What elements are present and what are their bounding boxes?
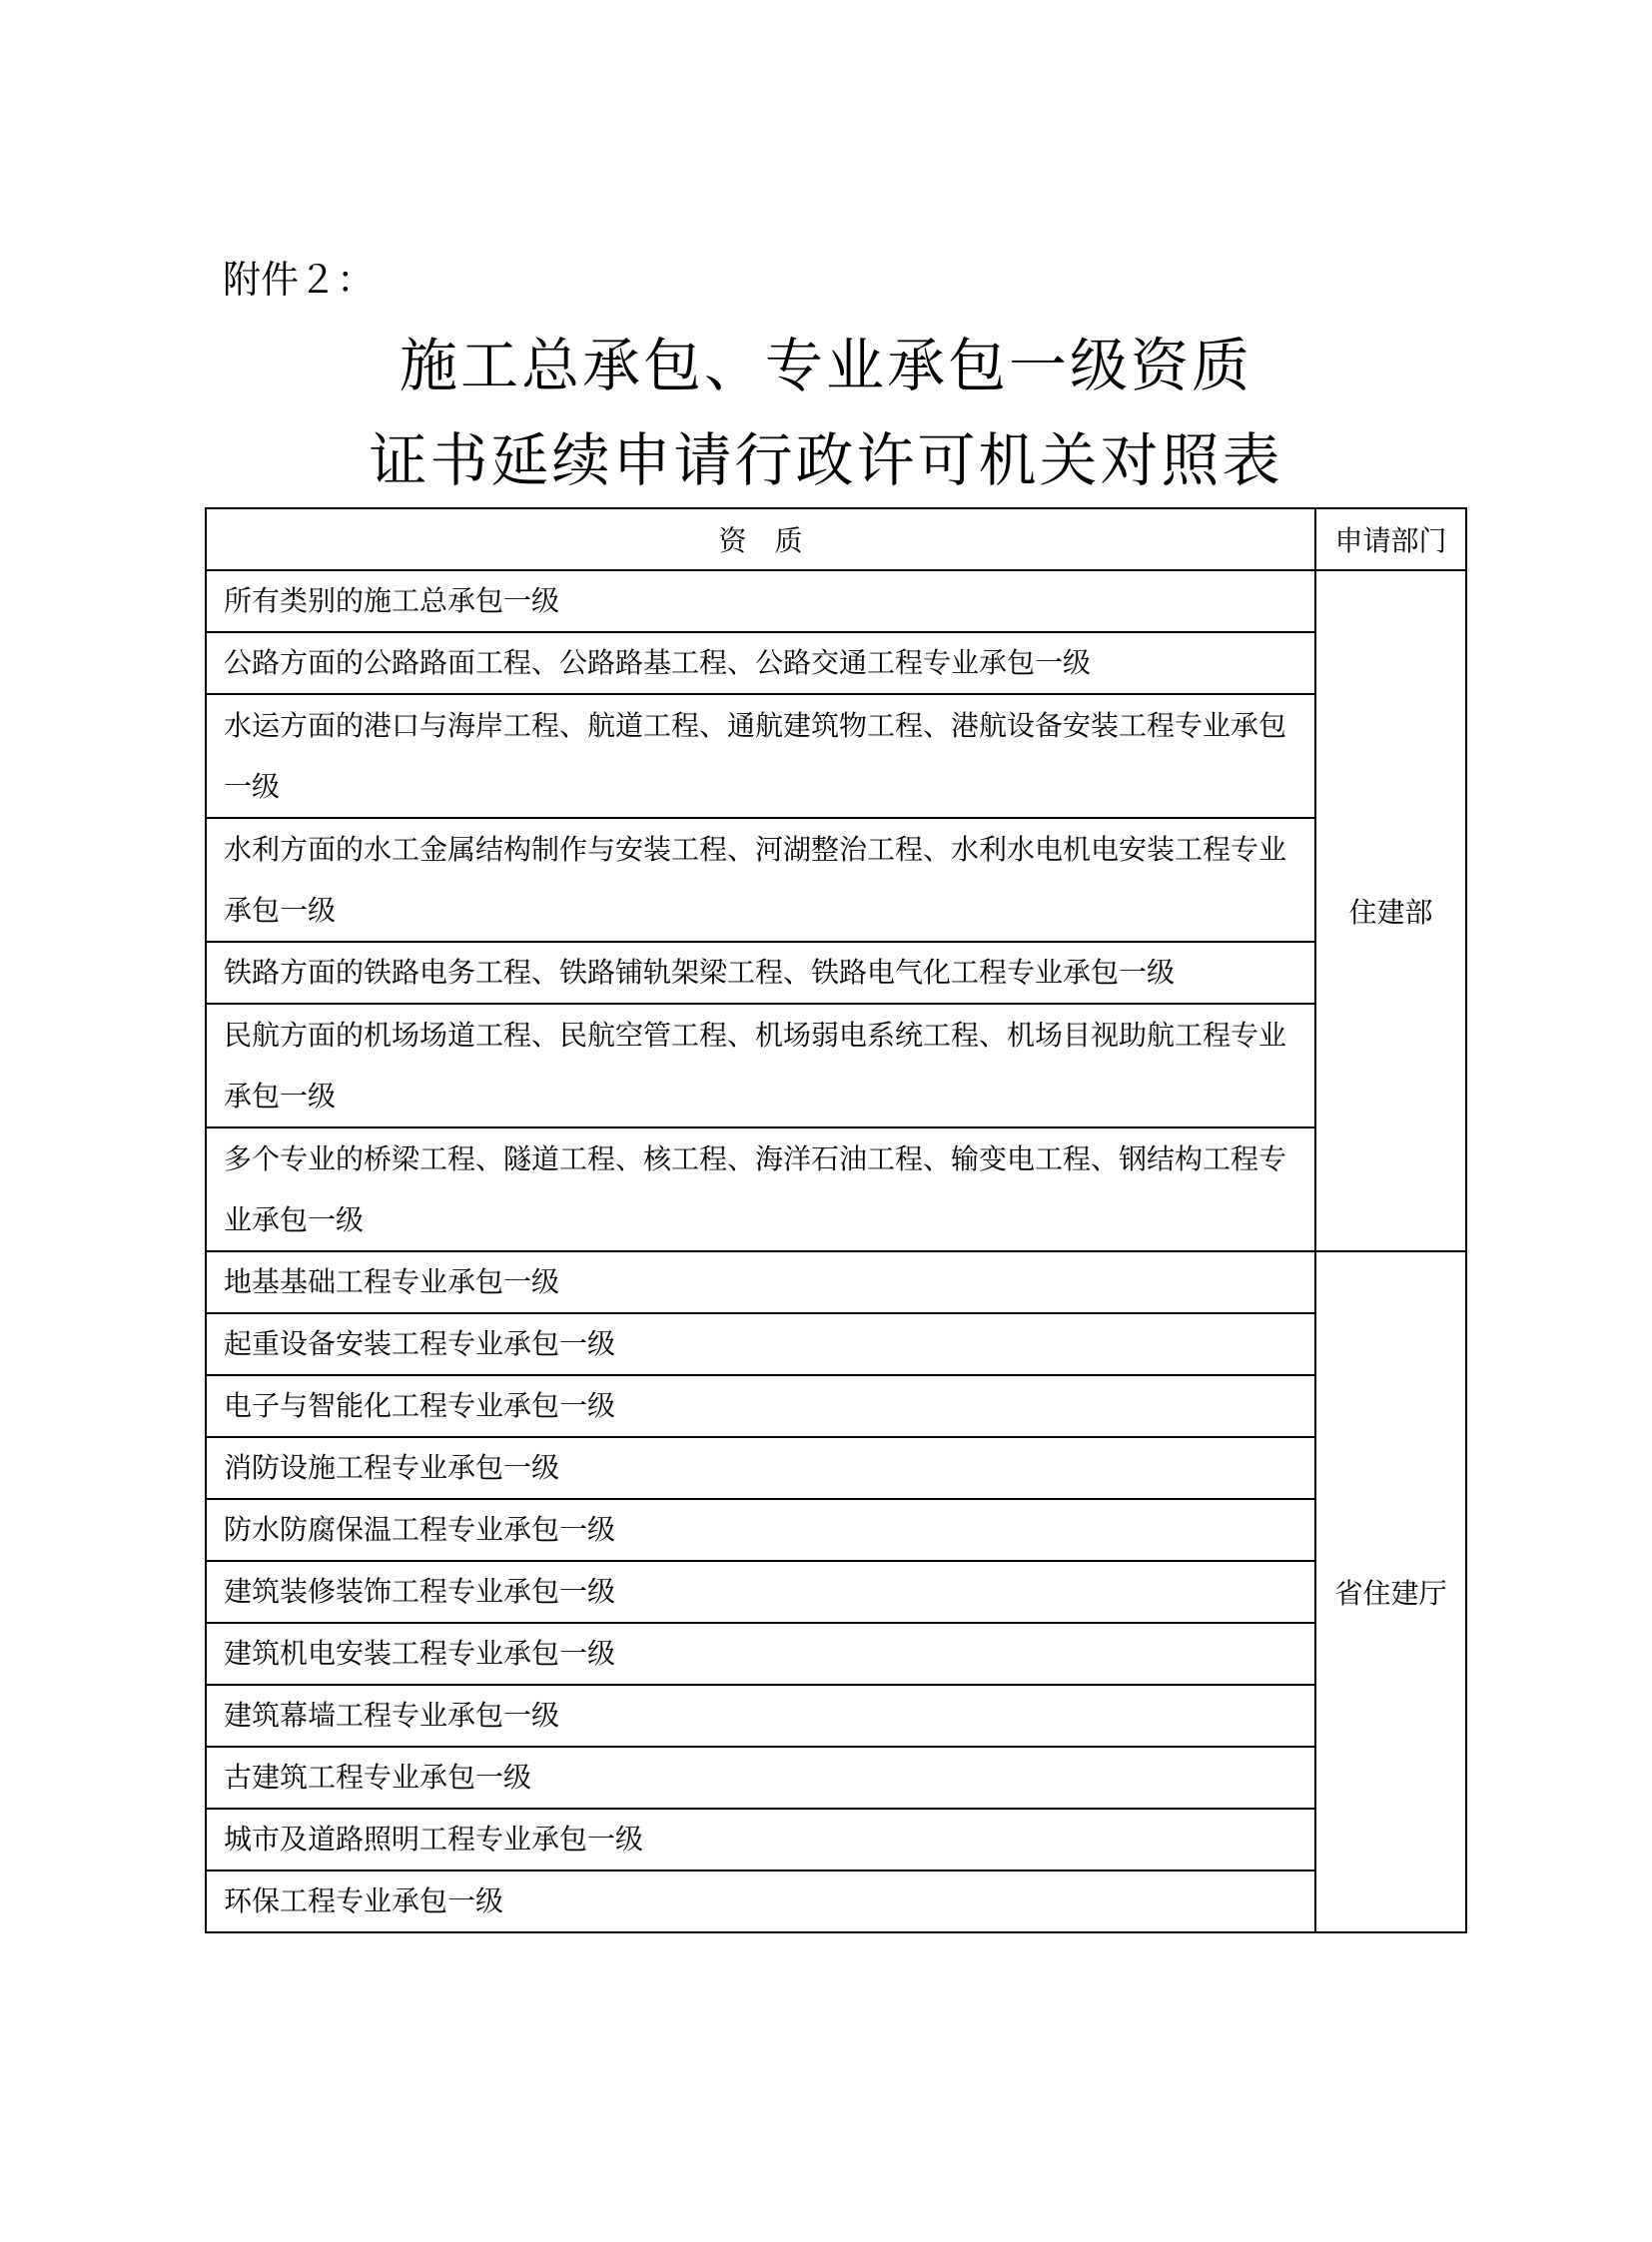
table-row: [206, 694, 1466, 818]
qualification-cell: 水利方面的水工金属结构制作与安装工程、河湖整治工程、水利水电机电安装工程专业承包一级: [206, 818, 1315, 942]
qualification-cell: 古建筑工程专业承包一级: [206, 1747, 1315, 1809]
table-row: [206, 942, 1466, 1004]
header-qualification: 资 质: [206, 508, 1315, 570]
department-cell: 住建部: [1315, 570, 1466, 1251]
qualification-cell: 城市及道路照明工程专业承包一级: [206, 1809, 1315, 1870]
qualification-cell: 水运方面的港口与海岸工程、航道工程、通航建筑物工程、港航设备安装工程专业承包一级: [206, 694, 1315, 818]
qualification-cell: 公路方面的公路路面工程、公路路基工程、公路交通工程专业承包一级: [206, 632, 1315, 694]
table-row: [206, 1747, 1466, 1809]
qualification-cell: 起重设备安装工程专业承包一级: [206, 1313, 1315, 1375]
table-row: [206, 1127, 1466, 1251]
document-title-line-1: 施工总承包、专业承包一级资质: [399, 332, 1252, 399]
document-title-line-2: 证书延续申请行政许可机关对照表: [369, 426, 1283, 494]
table-row: [206, 1313, 1466, 1375]
table-row: [206, 1685, 1466, 1747]
table-row: [206, 1870, 1466, 1932]
qualification-cell: 铁路方面的铁路电务工程、铁路铺轨架梁工程、铁路电气化工程专业承包一级: [206, 942, 1315, 1004]
qualification-cell: 所有类别的施工总承包一级: [206, 570, 1315, 632]
header-department: 申请部门: [1315, 508, 1466, 570]
qualification-cell: 电子与智能化工程专业承包一级: [206, 1375, 1315, 1437]
attachment-label: 附件２：: [223, 258, 376, 302]
table-row: [206, 1251, 1466, 1313]
table-row: [206, 818, 1466, 942]
qualification-cell: 消防设施工程专业承包一级: [206, 1437, 1315, 1499]
qualification-cell: 地基基础工程专业承包一级: [206, 1251, 1315, 1313]
table-row: [206, 632, 1466, 694]
qualification-cell: 建筑机电安装工程专业承包一级: [206, 1623, 1315, 1685]
table-row: [206, 1375, 1466, 1437]
qualification-cell: 建筑幕墙工程专业承包一级: [206, 1685, 1315, 1747]
qualification-authority-table: [205, 507, 1467, 1933]
table-row: [206, 1499, 1466, 1561]
table-row: [206, 1809, 1466, 1870]
table-header-row: [206, 508, 1466, 570]
table-row: [206, 570, 1466, 632]
qualification-cell: 环保工程专业承包一级: [206, 1870, 1315, 1932]
qualification-cell: 建筑装修装饰工程专业承包一级: [206, 1561, 1315, 1623]
qualification-cell: 防水防腐保温工程专业承包一级: [206, 1499, 1315, 1561]
qualification-cell: 民航方面的机场场道工程、民航空管工程、机场弱电系统工程、机场目视助航工程专业承包一级: [206, 1004, 1315, 1127]
table-row: [206, 1561, 1466, 1623]
table-row: [206, 1437, 1466, 1499]
department-cell: 省住建厅: [1315, 1251, 1466, 1932]
table-row: [206, 1623, 1466, 1685]
table-row: [206, 1004, 1466, 1127]
qualification-cell: 多个专业的桥梁工程、隧道工程、核工程、海洋石油工程、输变电工程、钢结构工程专业承包一级: [206, 1127, 1315, 1251]
